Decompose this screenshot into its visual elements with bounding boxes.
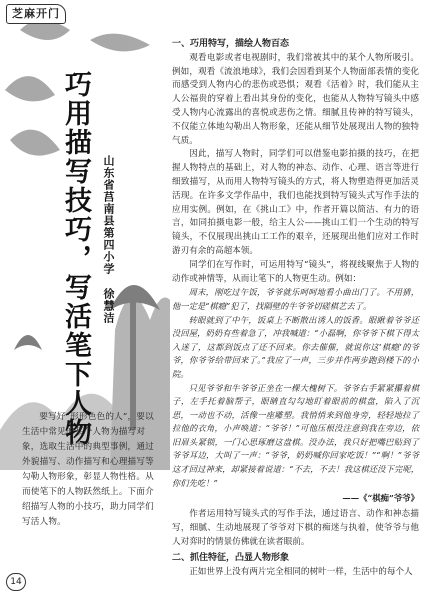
paragraph: 观看电影或者电视剧时，我们常被其中的某个人物所吸引。例如，观看《流浪地球》，我们会因看到某个人物面部表情的变化而感受到人物内心的悲伤或恐惧；观看《活着》时，我们能从主人公福贵的穿着上看出其身份的变化，也能从人物特写镜头中感受人物内心流露出的喜悦或悲伤之情。细腻且传神的特写镜头，不仅能立体地勾勒出人物形象，还能从细节处展现出人物的独特气质。 xyxy=(172,52,419,146)
author-school: 山东省莒南县第四小学 xyxy=(102,155,115,275)
quote-paragraph: 转眼就到了中午，饭桌上不断散出诱人的饭香。眼瞅着爷爷还没回屋，奶奶有些着急了，冲我喊道：“小磊啊，你爷爷下棋下得太入迷了，这都到饭点了还不回来。你去催催，就说你这‘棋瘾’的爷爷，你爷爷给带回来了。”我应了一声，三步并作两步跑到楼下的小院。 xyxy=(172,314,419,379)
paragraph: 因此，描写人物时，同学们可以借鉴电影拍摄的技巧，在把握人物特点的基础上，对人物的神态、动作、心理、语言等进行细致描写，从而用人物特写镜头的方式，将人物塑造得更加活灵活现。在许多文学作品中，我们也能找到特写镜头式写作手法的应用实例。例如，在《挑山工》中，作者开篇以简洁、有力的语言，如同拍摄电影一般，给主人公——挑山工们一个生动的特写镜头，不仅展现出挑山工工作的艰辛，还展现出他们应对工作时游刃有余的高超本领。 xyxy=(172,149,419,256)
article-title: 巧用描写技巧，写活笔下人物 xyxy=(60,70,91,447)
paragraph: 同学们在写作时，可运用特写“镜头”，将视线聚焦于人物的动作或神情等，从而让笔下的人物更生动。例如： xyxy=(172,259,419,284)
article-body xyxy=(172,38,419,580)
section-heading-2: 二、抓住特征，凸显人物形象 xyxy=(172,553,290,564)
paragraph: 正如世界上没有两片完全相同的树叶一样，生活中的每个人 xyxy=(189,567,413,578)
page-number: 14 xyxy=(6,573,26,591)
quote-paragraph: 只见爷爷和牛爷爷正坐在一棵大槐树下。爷爷右手紧紧攥着棋子，左手托着脑帮子，眼睛直勾勾地盯着眼前的棋盘，陷入了沉思，一动也不动，活像一座雕塑。我悄悄来到他身旁，轻轻地拉了拉他的衣角，小声唤道：“爷爷！”可他压根没注意到我在旁边，依旧眉头紧锁，一门心思琢磨这盘棋。没办法，我只好把嘴巴贴到了爷爷耳边，大叫了一声：“爷爷，奶奶喊你回家吃饭！”“啊！”爷爷这才回过神来，却紧接着说道：“不去，不去！我这棋还没下完呢，你们先吃！” xyxy=(172,382,419,488)
paragraph: 作者运用特写镜头式的写作手法，通过语言、动作和神态描写，细腻、生动地展现了爷爷对下棋的痴迷与执着，使爷爷与他人对弈时的情景仿佛就在读者眼前。 xyxy=(172,509,419,547)
left-column xyxy=(0,0,170,601)
author-byline xyxy=(100,155,116,324)
quote-source: ——《“棋痴”爷爷》 xyxy=(342,493,419,504)
quote-paragraph: 周末，刚吃过午饭，爷爷就乐呵呵地看小曲出门了。不用猜，他一定是“棋瘾”犯了，找隔壁的牛爷爷切磋棋艺去了。 xyxy=(172,287,419,311)
intro-paragraph: 要写好“形形色色的人”，要以生活中常见的某个人物为描写对象，选取生活中的典型事例，通过外貌描写、动作描写和心理描写等勾勒人物形象，彰显人物性格。从而使笔下的人物跃然纸上。下面介绍描写人物的小技巧，助力同学们写活人物。 xyxy=(22,412,154,527)
author-name: 徐慧洁 xyxy=(102,287,115,324)
section-heading-1: 一、巧用特写，描绘人物百态 xyxy=(172,39,290,49)
section-tab: 芝麻开门 xyxy=(6,4,66,24)
